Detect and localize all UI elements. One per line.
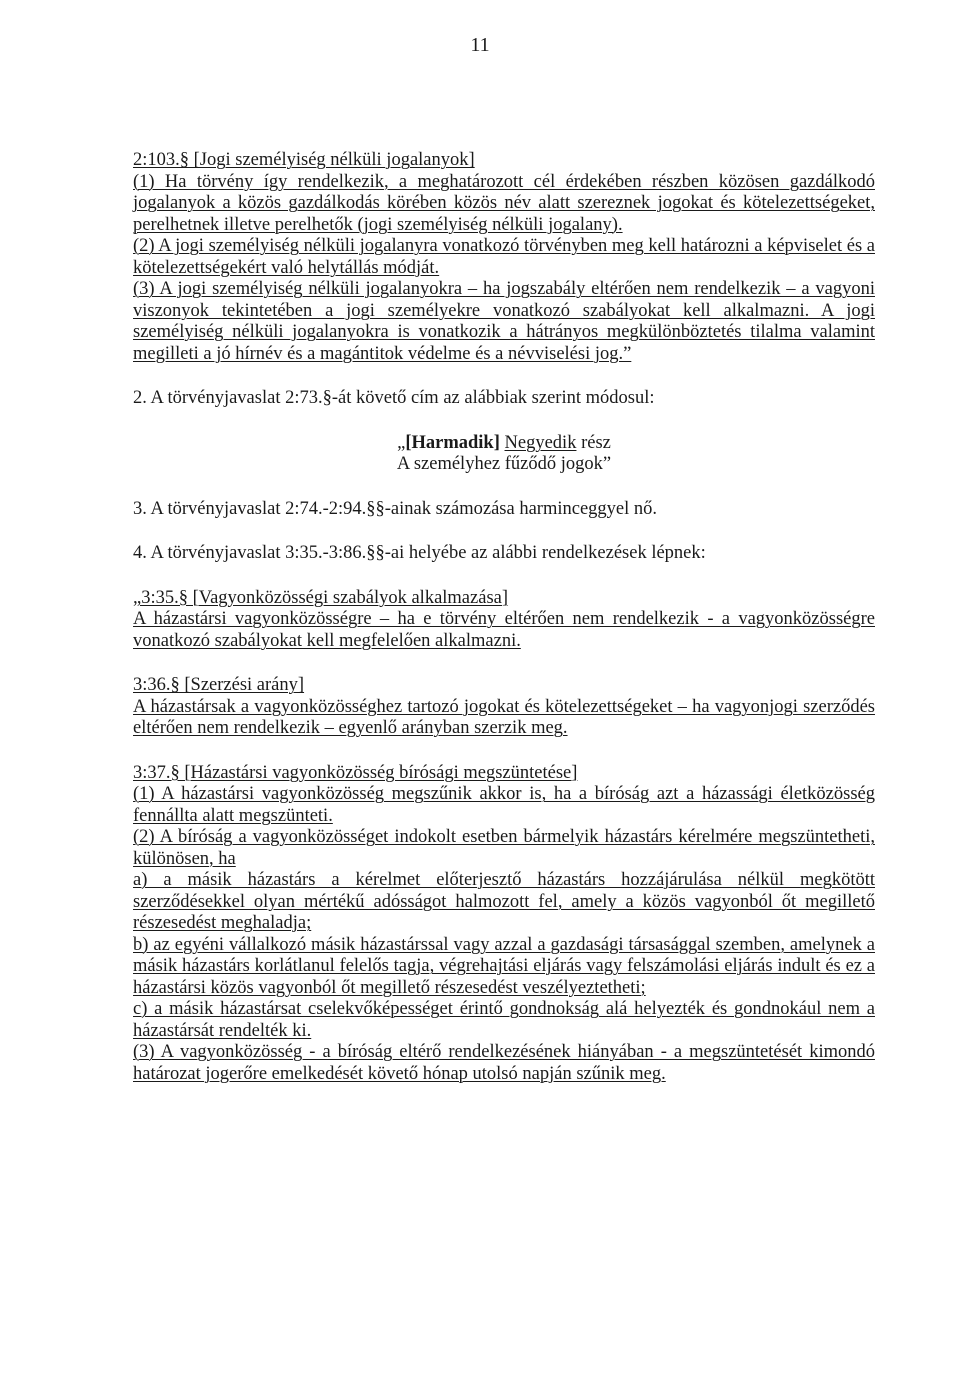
section-3-37-para-2: (2) A bíróság a vagyonközösséget indokolt esetben bármelyik házastárs kérelmére megszüntetheti, különösen, ha bbox=[133, 827, 875, 869]
part-title-block bbox=[133, 433, 875, 476]
item-4-text: 4. A törvényjavaslat 3:35.-3:86.§§-ai helyébe az alábbi rendelkezések lépnek: bbox=[133, 543, 706, 563]
section-3-37-para-1: (1) A házastársi vagyonközösség megszűnik akkor is, ha a bíróság azt a házassági életközösség fennállta alatt megszünteti. bbox=[133, 784, 875, 826]
section-3-35-body: A házastársi vagyonközösségre – ha e törvény eltérően nem rendelkezik - a vagyonközösségre vonatkozó szabályokat kell megfelelően alkalmazni. bbox=[133, 609, 875, 651]
section-3-37-item-c: c) a másik házastársat cselekvőképességet érintő gondnokság alá helyezték és gondnokául nem a házastársát rendelték ki. bbox=[133, 999, 875, 1041]
section-2-103-para-3: (3) A jogi személyiség nélküli jogalanyokra – ha jogszabály eltérően nem rendelkezik – a vagyoni viszonyok tekintetében a jogi személyekre vonatkozó szabályokat kell alkalmazni. A jogi személyiség nélküli jogalanyokra is vonatkozik a hátrányos megkülönböztetés tilalma valamint megilleti a jó hírnév és a magántitok védelme és a névviselési jog.” bbox=[133, 279, 875, 364]
part-title-word: rész bbox=[576, 432, 611, 453]
part-title-new-number: Negyedik bbox=[504, 432, 577, 453]
part-title-line-1 bbox=[133, 433, 875, 455]
section-3-37-heading: 3:37.§ [Házastársi vagyonközösség bírósági megszüntetése] bbox=[133, 762, 578, 783]
page-number: 11 bbox=[470, 34, 490, 56]
part-title-line-2: A személyhez fűződő jogok” bbox=[396, 454, 612, 474]
section-3-37-item-a: a) a másik házastárs a kérelmet előterjesztő házastárs hozzájárulása nélkül megkötött szerződésekkel olyan mértékű adósságot halmozott fel, amely a közös vagyonból őt megillető részesedést meghaladja; bbox=[133, 870, 875, 933]
section-3-37-item-b: b) az egyéni vállalkozó másik házastárssal vagy azzal a gazdasági társasággal szemben, amelynek a másik házastárs korlátlanul felelős tagja, végrehajtási eljárás vagy felszámolási eljárás indult és ez a házastársi közös vagyonból őt megillető részesedést veszélyeztetheti; bbox=[133, 934, 875, 998]
opening-quote: „ bbox=[397, 432, 406, 453]
section-2-103-para-1: (1) Ha törvény így rendelkezik, a meghatározott cél érdekében részben közösen gazdálkodó jogalanyok a közös gazdálkodás körében közös név alatt szereznek jogokat és kötelezettségeket, perelhetnek illetve perelhetők (jogi személyiség nélküli jogalany). bbox=[133, 171, 875, 235]
section-2-103-heading: 2:103.§ [Jogi személyiség nélküli jogalanyok] bbox=[133, 150, 475, 170]
item-2-text: 2. A törvényjavaslat 2:73.§-át követő cím az alábbiak szerint módosul: bbox=[133, 388, 655, 408]
document-body bbox=[133, 150, 875, 1085]
section-3-36-heading: 3:36.§ [Szerzési arány] bbox=[133, 675, 305, 695]
section-3-36-body: A házastársak a vagyonközösséghez tartozó jogokat és kötelezettségeket – ha vagyonjogi szerződés eltérően nem rendelkezik – egyenlő arányban szerzik meg. bbox=[133, 696, 875, 738]
section-3-35-heading: „3:35.§ [Vagyonközösségi szabályok alkalmazása] bbox=[133, 587, 509, 608]
item-3-text: 3. A törvényjavaslat 2:74.-2:94.§§-ainak számozása harminceggyel nő. bbox=[133, 498, 658, 519]
part-title-old-number: [Harmadik] bbox=[405, 432, 500, 453]
section-3-37-para-3: (3) A vagyonközösség - a bíróság eltérő rendelkezésének hiányában - a megszüntetését kimondó határozat jogerőre emelkedését követő hónap utolsó napján szűnik meg. bbox=[133, 1042, 875, 1084]
section-2-103-para-2: (2) A jogi személyiség nélküli jogalanyra vonatkozó törvényben meg kell határozni a képviselet és a kötelezettségekért való helytállás módját. bbox=[133, 236, 875, 278]
